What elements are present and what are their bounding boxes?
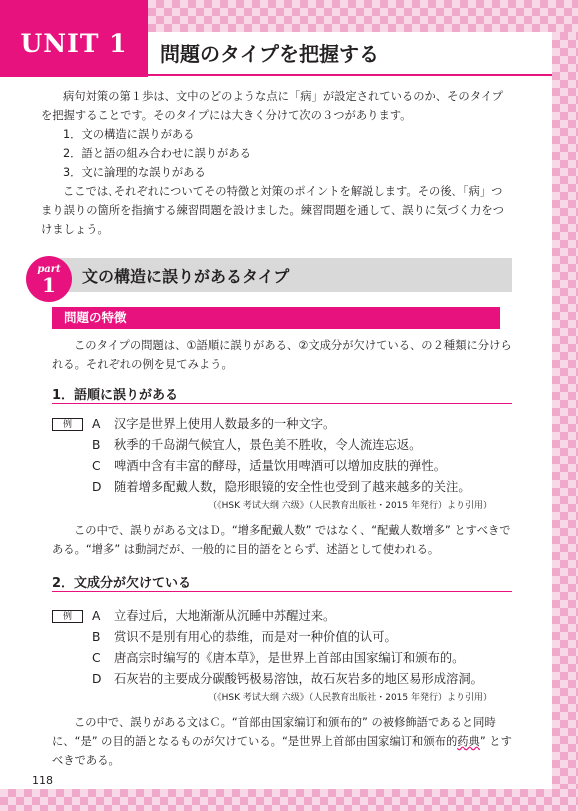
example-line [92, 414, 335, 432]
explanation-text: この中で、誤りがある文はＣ。“首部由国家编订和颁布的” の被修飾語であると同時に、“是” の目的語となるものが欠けている。“是世界上首部由国家编订和颁布的 [52, 716, 496, 748]
option-letter: A [92, 417, 101, 431]
option-letter: A [92, 609, 101, 623]
intro-paragraph-2: ここでは､それぞれについてその特徴と対策のポイントを解説します。その後､「病」つまり誤りの箇所を指摘する練習問題を設けました。練習問題を通して、誤りに気づく力をつけましょう。 [41, 185, 504, 236]
example-line [92, 669, 483, 687]
option-text: 秋季的千岛湖气候宜人，景色美不胜收，令人流连忘返。 [114, 438, 422, 452]
source-citation: （《HSK 考试大纲 六级》（人民教育出版社・2015 年発行）より引用） [208, 501, 492, 511]
title-divider [148, 74, 552, 76]
option-letter: D [92, 480, 102, 494]
part-title: 文の構造に誤りがあるタイプ [82, 267, 290, 286]
option-letter: B [92, 438, 101, 452]
section-1-rule [52, 403, 512, 404]
feature-text: このタイプの問題は、①語順に誤りがある、②文成分が欠けている、の２種類に分けられる。それぞれの例を見てみよう。 [52, 339, 512, 371]
decorative-checker-band-side [552, 32, 578, 811]
intro-paragraph-1: 病句対策の第１歩は、文中のどのような点に「病」が設定されているのか、そのタイプを把握することです。そのタイプには大きく分けて次の３つがあります。 [41, 90, 504, 122]
option-text: 赏识不是別有用心的恭维，而是对一种价值的认可。 [114, 630, 397, 644]
page-title: 問題のタイプを把握する [160, 42, 379, 66]
option-text: 随着增多配戴人数，隐形眼镜的安全性也受到了越来越多的关注。 [114, 480, 471, 494]
section-2-heading: 2．文成分が欠けている [52, 576, 192, 591]
wavy-underlined-term: 药典 [457, 735, 480, 748]
explanation-text-end: ” とすべきである。 [52, 735, 512, 767]
option-text: 石灰岩的主要成分碳酸钙极易溶蚀，故石灰岩多的地区易形成溶洞。 [114, 672, 483, 686]
decorative-checker-band-bottom [0, 789, 578, 811]
option-text: 汉字是世界上使用人数最多的一种文字。 [114, 417, 336, 431]
section-2-rule [52, 591, 512, 592]
part-word: part [37, 264, 61, 275]
option-letter: D [92, 672, 102, 686]
section-1-explanation: この中で、誤りがある文はＤ。“增多配戴人数” ではなく、“配戴人数增多” とすべきである。“增多” は動詞だが、一般的に目的語をとらず、述語として使われる。 [52, 524, 511, 556]
option-text: 立春过后，大地渐渐从沉睡中苏醒过来。 [114, 609, 336, 623]
page-number: 118 [32, 774, 53, 787]
unit-label-box [0, 0, 148, 77]
decorative-checker-band-top [148, 0, 578, 32]
example-line [92, 606, 335, 624]
example-line [92, 456, 446, 474]
example-line [92, 648, 464, 666]
option-text: 唐高宗时编写的《唐本草》，是世界上首部由国家编订和颁布的。 [114, 651, 465, 665]
option-letter: C [92, 651, 101, 665]
option-letter: C [92, 459, 101, 473]
intro-list-item-1: 1．文の構造に誤りがある [63, 128, 195, 141]
example-badge: 例 [52, 610, 83, 623]
example-badge: 例 [52, 418, 83, 431]
option-letter: B [92, 630, 101, 644]
section-2-explanation [52, 713, 512, 770]
source-citation: （《HSK 考试大纲 六级》（人民教育出版社・2015 年発行）より引用） [208, 693, 492, 703]
feature-heading: 問題の特徴 [52, 307, 500, 329]
option-text: 啤酒中含有丰富的酵母，适量饮用啤酒可以增加皮肤的弹性。 [114, 459, 447, 473]
part-number-badge [26, 256, 72, 302]
intro-list-item-3: 3．文に論理的な誤りがある [63, 166, 206, 179]
example-line [92, 477, 471, 495]
intro-list-item-2: 2．語と語の組み合わせに誤りがある [63, 147, 251, 160]
example-line [92, 435, 421, 453]
part-number: 1 [42, 273, 56, 297]
section-1-heading: 1．語順に誤りがある [52, 388, 179, 403]
unit-label: UNIT 1 [20, 29, 128, 58]
example-line [92, 627, 397, 645]
